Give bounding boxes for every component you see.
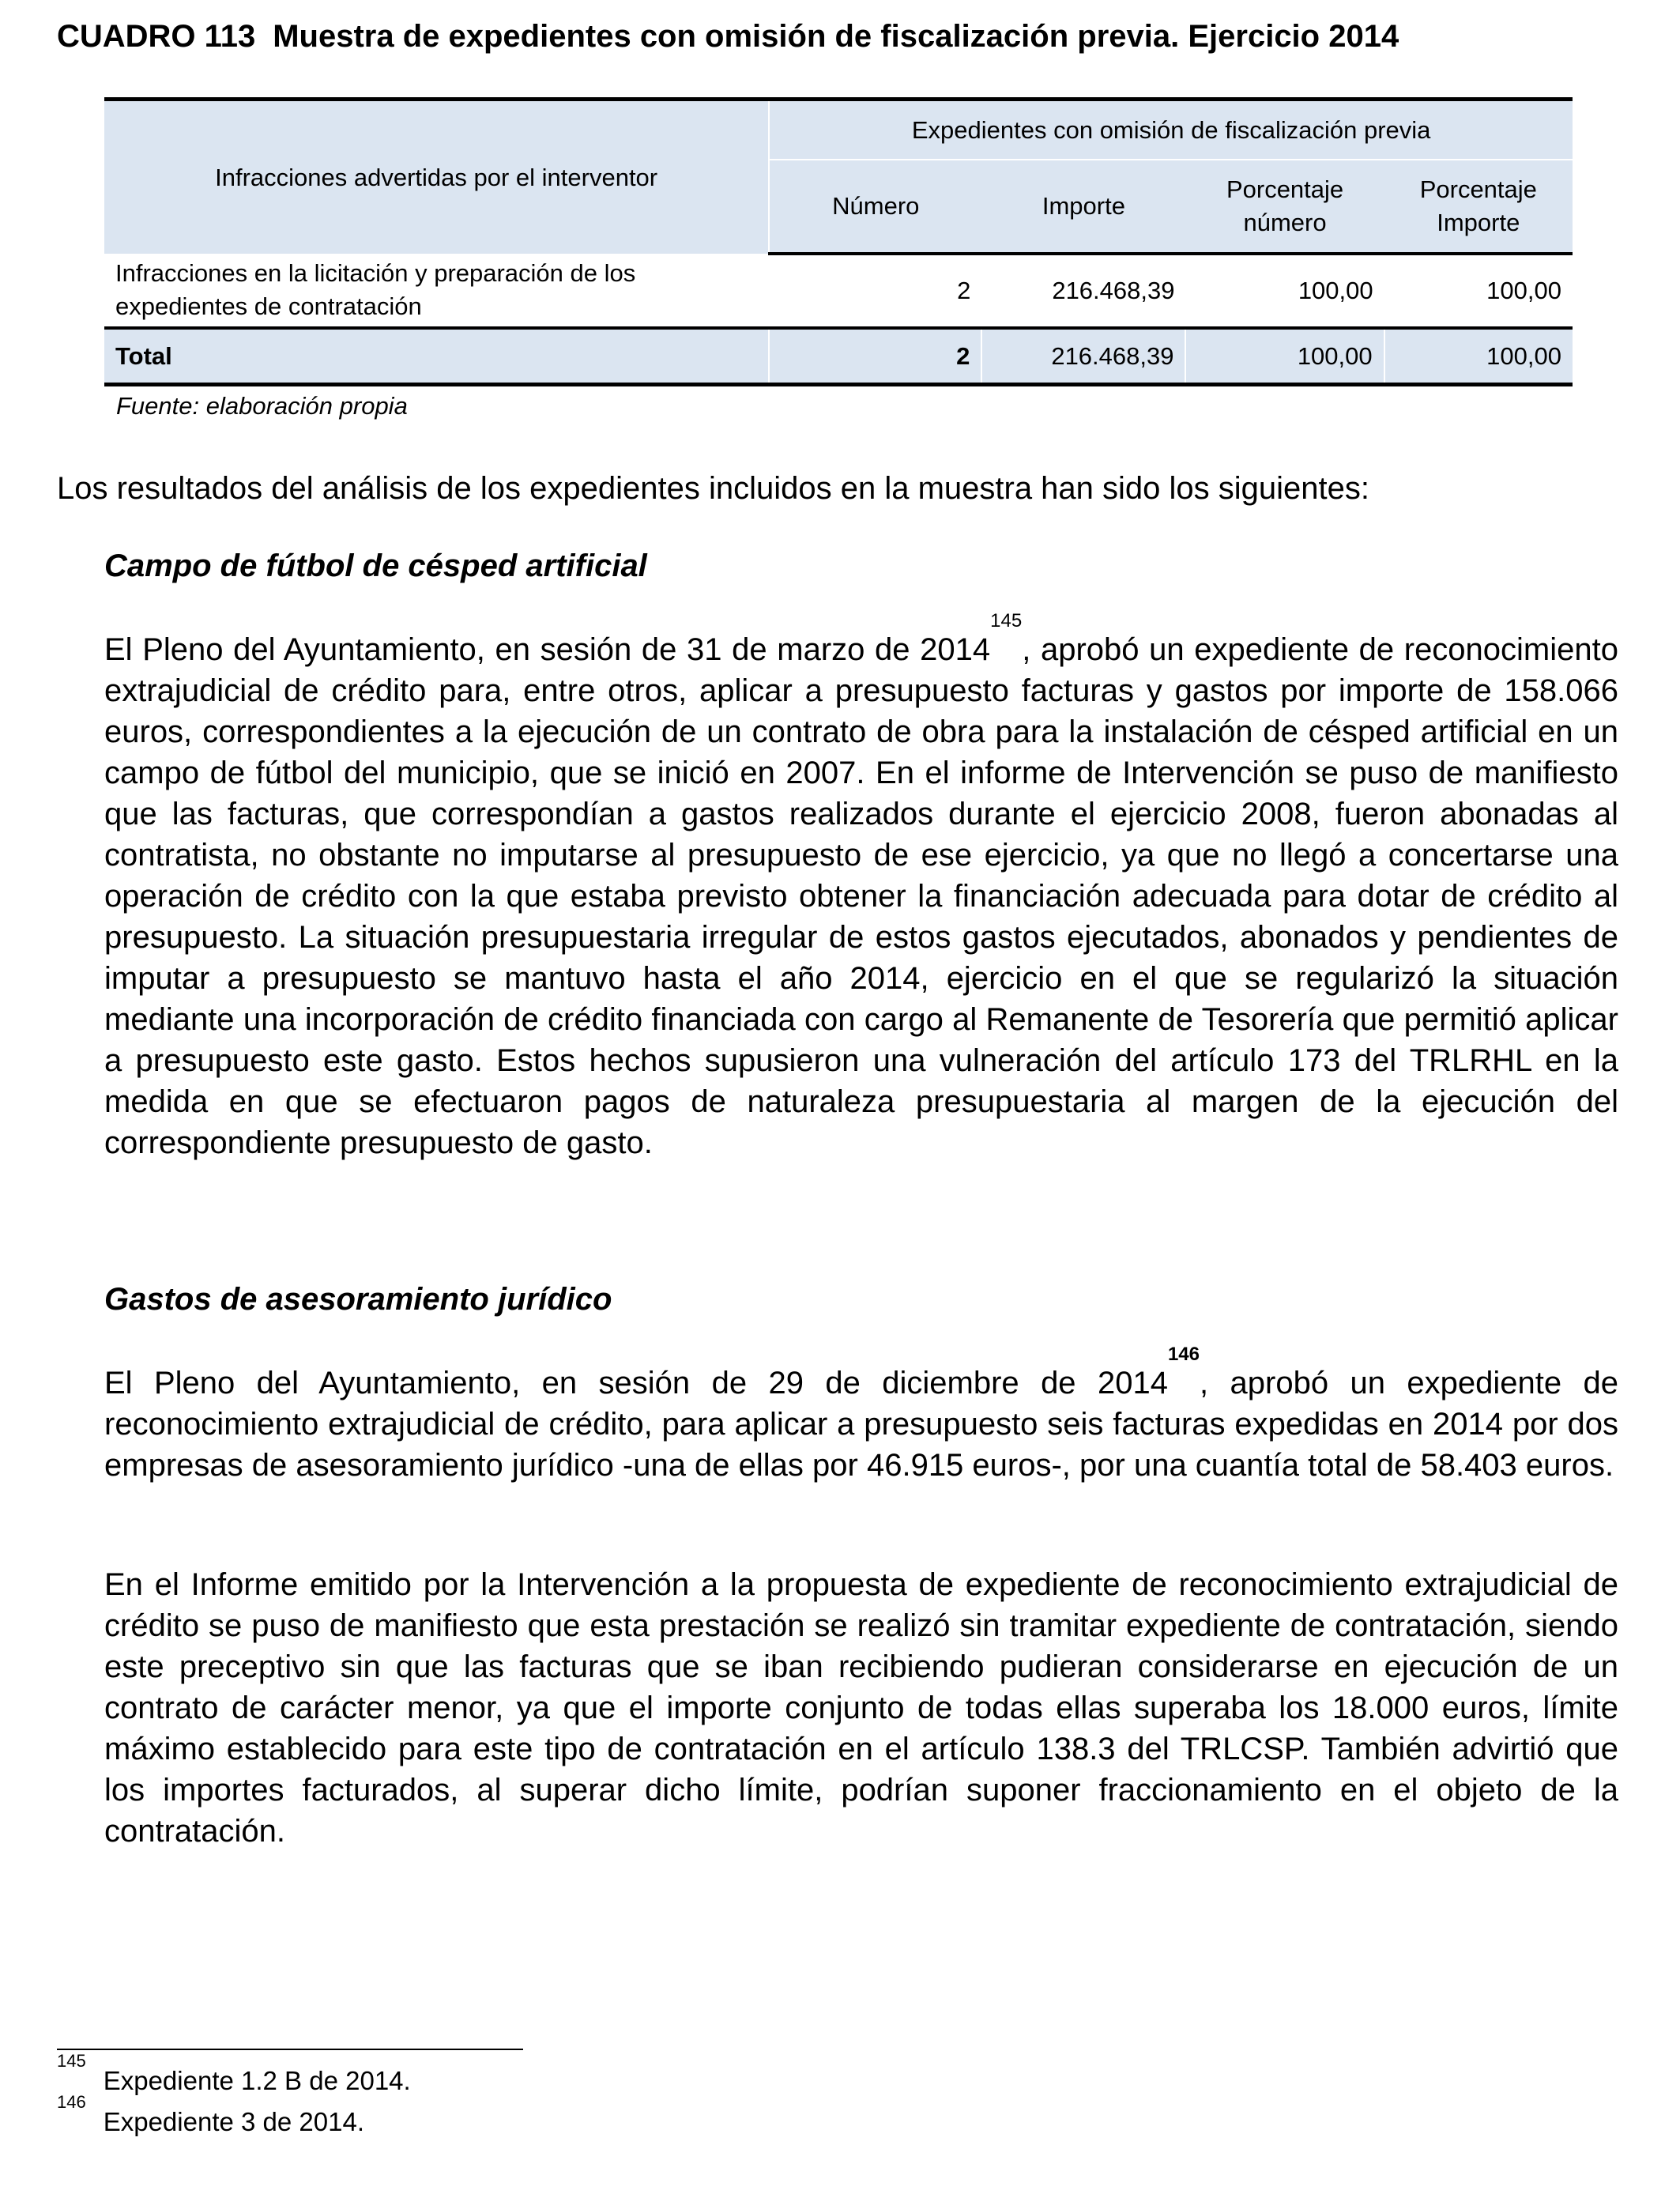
- paragraph-legal-1-start: El Pleno del Ayuntamiento, en sesión de 29 de diciembre de 2014: [104, 1366, 1168, 1400]
- row-header: Infracciones advertidas por el interventor: [104, 100, 769, 254]
- footnote-145: [57, 2051, 411, 2096]
- cell-porcentaje-importe: 100,00: [1486, 277, 1561, 304]
- paragraph-legal-1-rest: , aprobó un expediente de reconocimiento extrajudicial de crédito, para aplicar a presupuesto seis facturas expedidas en 2014 por dos empresas de asesoramiento jurídico -una de ellas por 46.915 euros-, por una cuantía total de 58.403 euros.: [104, 1366, 1618, 1483]
- footnote-146: [57, 2092, 364, 2137]
- total-row: [104, 328, 1573, 385]
- paragraph-football: [104, 610, 1618, 1163]
- col-header-porcentaje-importe: [1384, 160, 1573, 254]
- footnote-divider: [57, 2049, 523, 2050]
- paragraph-football-rest: , aprobó un expediente de reconocimiento extrajudicial de crédito para, entre otros, aplicar a presupuesto facturas y gastos por importe de 158.066 euros, correspondientes a la ejecución de un contrato de obra para la instalación de césped artificial en un campo de fútbol del municipio, que se inició en 2007. En el informe de Intervención se puso de manifiesto que las facturas, que correspondían a gastos realizados durante el ejercicio 2008, fueron abonadas al contratista, no obstante no imputarse al presupuesto de ese ejercicio, ya que no llegó a concertarse una operación de crédito con la que estaba previsto obtener la financiación adecuada para dotar de crédito al presupuesto. La situación presupuestaria irregular de estos gastos ejecutados, abonados y pendientes de imputar a presupuesto se mantuvo hasta el año 2014, ejercicio en el que se regularizó la situación mediante una incorporación de crédito financiada con cargo al Remanente de Tesorería que permitió aplicar a presupuesto este gasto. Estos hechos supusieron una vulneración del artículo 173 del TRLRHL en la medida en que se efectuaron pagos de naturaleza presupuestaria al margen de la ejecución del correspondiente presupuesto de gasto.: [104, 632, 1618, 1160]
- col-header-porcentaje-numero-text: Porcentaje número: [1226, 175, 1344, 236]
- total-porcentaje-importe: 100,00: [1384, 328, 1573, 385]
- footnote-text-145: Expediente 1.2 B de 2014.: [103, 2066, 411, 2095]
- footnote-mark-145: 145: [57, 2051, 86, 2071]
- group-header: Expedientes con omisión de fiscalización previa: [769, 100, 1573, 160]
- total-numero: 2: [769, 328, 981, 385]
- footnote-ref-146[interactable]: 146: [1167, 1344, 1200, 1365]
- cell-importe: 216.468,39: [1052, 277, 1175, 304]
- intro-paragraph: Los resultados del análisis de los expedientes incluidos en la muestra han sido los siguientes:: [57, 471, 1369, 506]
- paragraph-legal-2: En el Informe emitido por la Intervención a la propuesta de expediente de reconocimiento extrajudicial de crédito se puso de manifiesto que esta prestación se realizó sin tramitar expediente de contratación, siendo este preceptivo sin que las facturas que se iban recibiendo pudieran considerarse en ejecución de un contrato de carácter menor, ya que el importe conjunto de todas ellas superaba los 18.000 euros, límite máximo establecido para este tipo de contratación en el artículo 138.3 del TRLCSP. También advirtió que los importes facturados, al superar dicho límite, podrían suponer fraccionamiento en el objeto de la contratación.: [104, 1567, 1618, 1849]
- table-caption: Muestra de expedientes con omisión de fiscalización previa. Ejercicio 2014: [273, 19, 1399, 54]
- paragraph-legal-1: [104, 1344, 1618, 1486]
- col-header-numero: Número: [769, 160, 981, 254]
- total-porcentaje-numero: 100,00: [1185, 328, 1384, 385]
- col-header-importe: Importe: [981, 160, 1185, 254]
- summary-table: [104, 97, 1573, 386]
- table-row: [104, 254, 1573, 328]
- paragraph-football-start: El Pleno del Ayuntamiento, en sesión de 31 de marzo de 2014: [104, 632, 991, 667]
- section-heading-football: Campo de fútbol de césped artificial: [104, 548, 647, 583]
- footnote-text-146: Expediente 3 de 2014.: [103, 2107, 364, 2136]
- footnote-mark-146: 146: [57, 2092, 86, 2112]
- total-importe: 216.468,39: [981, 328, 1185, 385]
- col-header-porcentaje-numero: [1185, 160, 1384, 254]
- cell-porcentaje-numero: 100,00: [1298, 277, 1373, 304]
- table-source: Fuente: elaboración propia: [116, 392, 408, 420]
- footnote-ref-145[interactable]: 145: [990, 610, 1023, 631]
- page-title: [57, 19, 1399, 55]
- col-header-porcentaje-importe-text: Porcentaje Importe: [1419, 175, 1537, 236]
- section-heading-legal: Gastos de asesoramiento jurídico: [104, 1282, 612, 1317]
- total-label: Total: [104, 328, 769, 385]
- cell-numero: 2: [957, 277, 971, 304]
- row-label: Infracciones en la licitación y preparación de los expedientes de contratación: [115, 259, 636, 320]
- table-number: CUADRO 113: [57, 19, 256, 54]
